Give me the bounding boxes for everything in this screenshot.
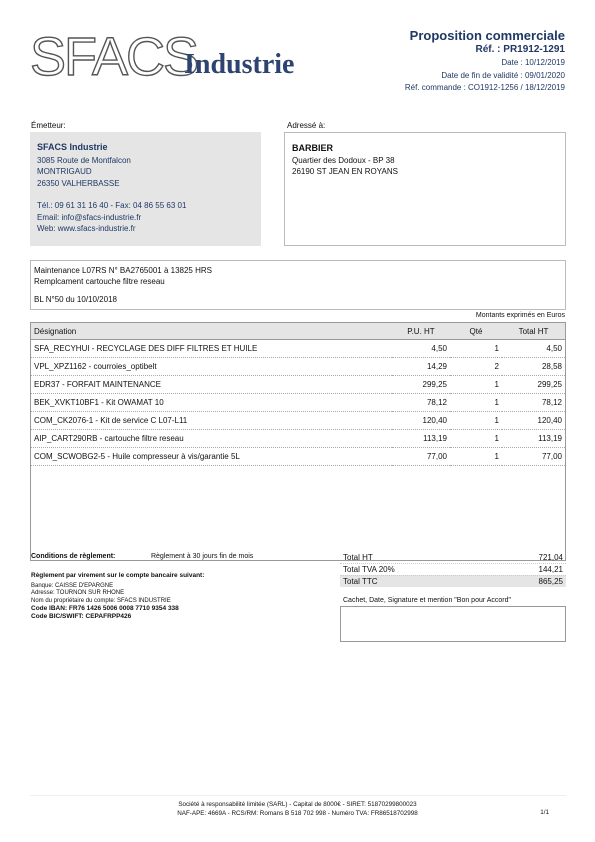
reference-line: Remplcament cartouche filtre reseau bbox=[34, 277, 165, 286]
bank-address: Adresse: TOURNON SUR RHONE bbox=[31, 590, 125, 596]
table-row bbox=[31, 376, 566, 394]
column-header-unit-price: P.U. HT bbox=[392, 323, 450, 340]
total-tva-value: 144,21 bbox=[538, 565, 563, 574]
table-row bbox=[31, 358, 566, 376]
column-header-designation: Désignation bbox=[31, 323, 393, 340]
column-header-total: Total HT bbox=[502, 323, 566, 340]
bic-swift: Code BIC/SWIFT: CEPAFRPP426 bbox=[31, 612, 132, 620]
emitter-address-line: 3085 Route de Montfalcon bbox=[37, 155, 131, 165]
cell-total: 120,40 bbox=[502, 412, 566, 430]
cell-unit-price: 14,29 bbox=[392, 358, 450, 376]
signature-label: Cachet, Date, Signature et mention "Bon pour Accord" bbox=[343, 597, 512, 604]
bank-name: Banque: CAISSE D'EPARGNE bbox=[31, 582, 114, 589]
validity-date: Date de fin de validité : 09/01/2020 bbox=[441, 70, 565, 80]
emitter-email: Email: info@sfacs-industrie.fr bbox=[37, 212, 142, 222]
footer-line: NAF-APE: 4669A - RCS/RM: Romans B 518 702 998 - Numéro TVA: FR86518702998 bbox=[177, 810, 418, 817]
payment-conditions-label: Conditions de règlement: bbox=[31, 553, 116, 560]
payment-conditions-value: Règlement à 30 jours fin de mois bbox=[150, 553, 254, 560]
total-tva-row bbox=[340, 563, 566, 575]
recipient-box bbox=[284, 132, 566, 246]
table-row bbox=[31, 430, 566, 448]
emitter-label: Émetteur: bbox=[31, 121, 66, 130]
cell-unit-price: 78,12 bbox=[392, 394, 450, 412]
table-header-row bbox=[31, 323, 566, 340]
cell-total: 299,25 bbox=[502, 376, 566, 394]
reference-line: Maintenance L07RS N° BA2765001 à 13825 HRS bbox=[34, 266, 212, 275]
recipient-name: BARBIER bbox=[292, 143, 334, 153]
total-ht-value: 721,04 bbox=[538, 553, 563, 562]
delivery-note: BL N°50 du 10/10/2018 bbox=[34, 295, 117, 304]
emitter-website: Web: www.sfacs-industrie.fr bbox=[37, 224, 136, 233]
cell-unit-price: 113,19 bbox=[392, 430, 450, 448]
cell-unit-price: 120,40 bbox=[392, 412, 450, 430]
order-reference: Réf. commande : CO1912-1256 / 18/12/2019 bbox=[404, 83, 565, 92]
cell-total: 28,58 bbox=[502, 358, 566, 376]
cell-designation: BEK_XVKT10BF1 - Kit OWAMAT 10 bbox=[31, 394, 393, 412]
cell-designation: EDR37 - FORFAIT MAINTENANCE bbox=[31, 376, 393, 394]
total-ht-label: Total HT bbox=[343, 553, 373, 562]
total-ttc-row bbox=[340, 575, 566, 587]
cell-quantity: 1 bbox=[450, 412, 502, 430]
document-title: Proposition commerciale bbox=[409, 28, 565, 43]
legal-footer bbox=[0, 800, 595, 818]
cell-total: 113,19 bbox=[502, 430, 566, 448]
cell-designation: COM_CK2076-1 - Kit de service C L07-L11 bbox=[31, 412, 393, 430]
table-filler-row bbox=[31, 466, 566, 561]
recipient-address-line: Quartier des Dodoux - BP 38 bbox=[292, 155, 395, 165]
cell-designation: COM_SCWOBG2-5 - Huile compresseur à vis/garantie 5L bbox=[31, 448, 393, 466]
cell-unit-price: 4,50 bbox=[392, 340, 450, 358]
account-owner: Nom du propriétaire du compte: SFACS INDUSTRIE bbox=[31, 597, 171, 604]
logo-mark: SFACS bbox=[30, 27, 198, 87]
total-tva-label: Total TVA 20% bbox=[343, 565, 395, 574]
cell-designation: SFA_RECYHUI - RECYCLAGE DES DIFF FILTRES ET HUILE bbox=[31, 340, 393, 358]
document-header bbox=[405, 28, 565, 95]
table-row bbox=[31, 340, 566, 358]
table-row bbox=[31, 412, 566, 430]
bank-heading: Règlement par virement sur le compte bancaire suivant: bbox=[31, 572, 205, 579]
currency-note: Montants exprimés en Euros bbox=[475, 312, 565, 319]
total-ttc-label: Total TTC bbox=[343, 577, 378, 586]
cell-quantity: 1 bbox=[450, 340, 502, 358]
recipient-label: Adressé à: bbox=[287, 121, 326, 130]
company-logo bbox=[30, 27, 320, 87]
recipient-address-line: 26190 ST JEAN EN ROYANS bbox=[292, 167, 398, 176]
footer-line: Société à responsabilité limitée (SARL) - Capital de 8000€ - SIRET: 51870299800023 bbox=[178, 801, 417, 808]
document-date: Date : 10/12/2019 bbox=[501, 58, 565, 67]
payment-conditions bbox=[31, 553, 253, 560]
bank-details bbox=[31, 572, 204, 620]
cell-total: 4,50 bbox=[502, 340, 566, 358]
table-row bbox=[31, 394, 566, 412]
emitter-address-line: 26350 VALHERBASSE bbox=[37, 178, 120, 188]
signature-box[interactable] bbox=[340, 606, 566, 642]
document-reference: Réf. : PR1912-1291 bbox=[475, 44, 565, 55]
emitter-phone: Tél.: 09 61 31 16 40 - Fax: 04 86 55 63 01 bbox=[37, 201, 187, 210]
reference-box bbox=[30, 260, 566, 310]
page-number: 1/1 bbox=[540, 809, 549, 816]
items-table bbox=[30, 322, 566, 561]
cell-quantity: 1 bbox=[450, 430, 502, 448]
column-header-quantity: Qté bbox=[450, 323, 502, 340]
cell-quantity: 2 bbox=[450, 358, 502, 376]
totals-block bbox=[340, 552, 566, 587]
cell-quantity: 1 bbox=[450, 376, 502, 394]
cell-designation: AIP_CART290RB - cartouche filtre reseau bbox=[31, 430, 393, 448]
cell-unit-price: 299,25 bbox=[392, 376, 450, 394]
emitter-box bbox=[30, 132, 261, 246]
footer-divider bbox=[30, 795, 566, 796]
cell-quantity: 1 bbox=[450, 448, 502, 466]
cell-designation: VPL_XPZ1162 - courroies_optibelt bbox=[31, 358, 393, 376]
cell-total: 77,00 bbox=[502, 448, 566, 466]
emitter-name: SFACS Industrie bbox=[37, 142, 108, 152]
cell-unit-price: 77,00 bbox=[392, 448, 450, 466]
table-row bbox=[31, 448, 566, 466]
iban: Code IBAN: FR76 1426 5006 0008 7710 9354 338 bbox=[31, 605, 179, 612]
emitter-address-line: MONTRIGAUD bbox=[37, 167, 92, 176]
total-ht-row bbox=[340, 552, 566, 563]
cell-total: 78,12 bbox=[502, 394, 566, 412]
total-ttc-value: 865,25 bbox=[538, 577, 563, 586]
cell-quantity: 1 bbox=[450, 394, 502, 412]
logo-subtitle: Industrie bbox=[184, 49, 295, 80]
